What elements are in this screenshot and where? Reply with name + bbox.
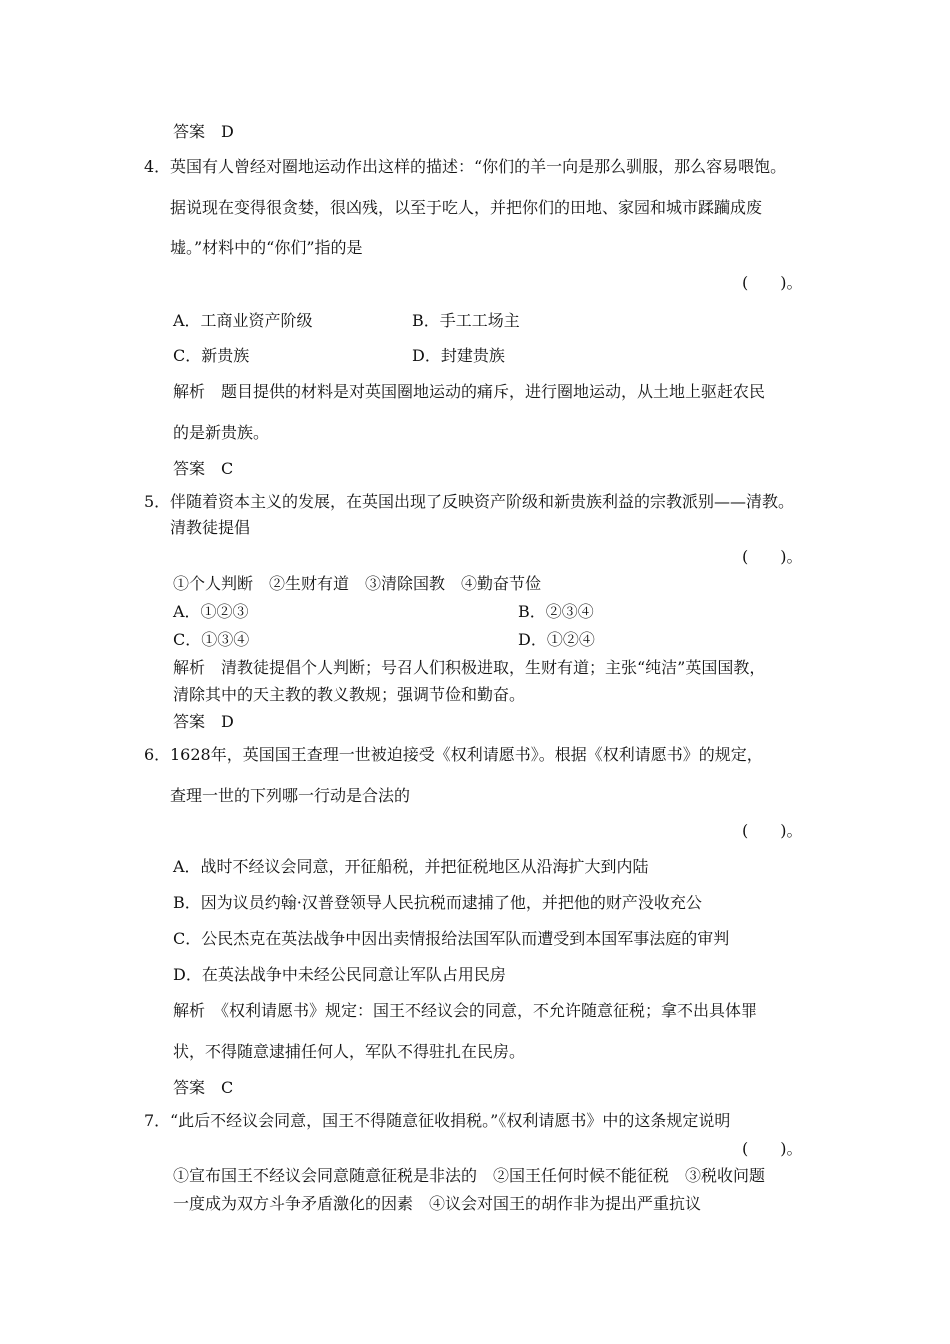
- q6-analysis-1: 解析 《权利请愿书》规定：国王不经议会的同意，不允许随意征税；拿不出具体罪: [173, 1001, 758, 1020]
- q4-analysis-1: 解析 题目提供的材料是对英国圈地运动的痛斥，进行圈地运动，从土地上驱赶农民: [173, 382, 766, 401]
- q4-line-3: 墟。”材料中的“你们”指的是: [170, 238, 363, 257]
- q4-option-a: A．工商业资产阶级: [173, 311, 313, 330]
- q4-option-d: D．封建贵族: [412, 346, 505, 365]
- q6-line-1: 1628年，英国国王查理一世被迫接受《权利请愿书》。根据《权利请愿书》的规定，: [170, 745, 763, 764]
- q5-number: 5．: [144, 492, 171, 511]
- q4-answer: 答案 C: [173, 459, 234, 478]
- q7-items-1: ①宣布国王不经议会同意随意征税是非法的 ②国王任何时候不能征税 ③税收问题: [173, 1166, 766, 1185]
- q5-items: ①个人判断 ②生财有道 ③清除国教 ④勤奋节俭: [173, 574, 542, 593]
- q6-option-d: D．在英法战争中未经公民同意让军队占用民房: [173, 965, 506, 984]
- q7-number: 7．: [144, 1111, 171, 1130]
- q4-analysis-2: 的是新贵族。: [173, 423, 270, 442]
- q6-answer-blank: ( )。: [742, 821, 803, 840]
- q5-option-a: A．①②③: [173, 602, 249, 621]
- q6-option-c: C．公民杰克在英法战争中因出卖情报给法国军队而遭受到本国军事法庭的审判: [173, 929, 730, 948]
- q5-answer: 答案 D: [173, 712, 234, 731]
- q7-answer-blank: ( )。: [742, 1139, 803, 1158]
- q4-option-c: C．新贵族: [173, 346, 250, 365]
- q4-answer-blank: ( )。: [742, 273, 803, 292]
- q7-line-1: “此后不经议会同意，国王不得随意征收捐税。”《权利请愿书》中的这条规定说明: [170, 1111, 731, 1130]
- q6-line-2: 查理一世的下列哪一行动是合法的: [170, 786, 411, 805]
- q5-option-d: D．①②④: [518, 630, 595, 649]
- q4-line-2: 据说现在变得很贪婪，很凶残，以至于吃人，并把你们的田地、家园和城市蹂躏成废: [170, 198, 763, 217]
- q6-option-a: A．战时不经议会同意，开征船税，并把征税地区从沿海扩大到内陆: [173, 857, 649, 876]
- q5-option-b: B．②③④: [518, 602, 594, 621]
- q6-answer: 答案 C: [173, 1078, 234, 1097]
- q5-line-2: 清教徒提倡: [170, 518, 251, 537]
- q5-line-1: 伴随着资本主义的发展，在英国出现了反映资产阶级和新贵族利益的宗教派别——清教。: [170, 492, 795, 511]
- q6-number: 6．: [144, 745, 171, 764]
- q6-analysis-2: 状，不得随意逮捕任何人，军队不得驻扎在民房。: [173, 1042, 526, 1061]
- prev-answer: 答案 D: [173, 122, 234, 141]
- q7-items-2: 一度成为双方斗争矛盾激化的因素 ④议会对国王的胡作非为提出严重抗议: [173, 1194, 702, 1213]
- q5-option-c: C．①③④: [173, 630, 250, 649]
- q5-analysis-1: 解析 清教徒提倡个人判断；号召人们积极进取，生财有道；主张“纯洁”英国国教，: [173, 658, 766, 677]
- q4-number: 4．: [144, 157, 171, 176]
- q5-answer-blank: ( )。: [742, 547, 803, 566]
- q4-line-1: 英国有人曾经对圈地运动作出这样的描述：“你们的羊一向是那么驯服，那么容易喂饱。: [170, 157, 787, 176]
- q4-option-b: B．手工工场主: [412, 311, 520, 330]
- q5-analysis-2: 清除其中的天主教的教义教规；强调节俭和勤奋。: [173, 685, 526, 704]
- q6-option-b: B．因为议员约翰·汉普登领导人民抗税而逮捕了他，并把他的财产没收充公: [173, 893, 702, 912]
